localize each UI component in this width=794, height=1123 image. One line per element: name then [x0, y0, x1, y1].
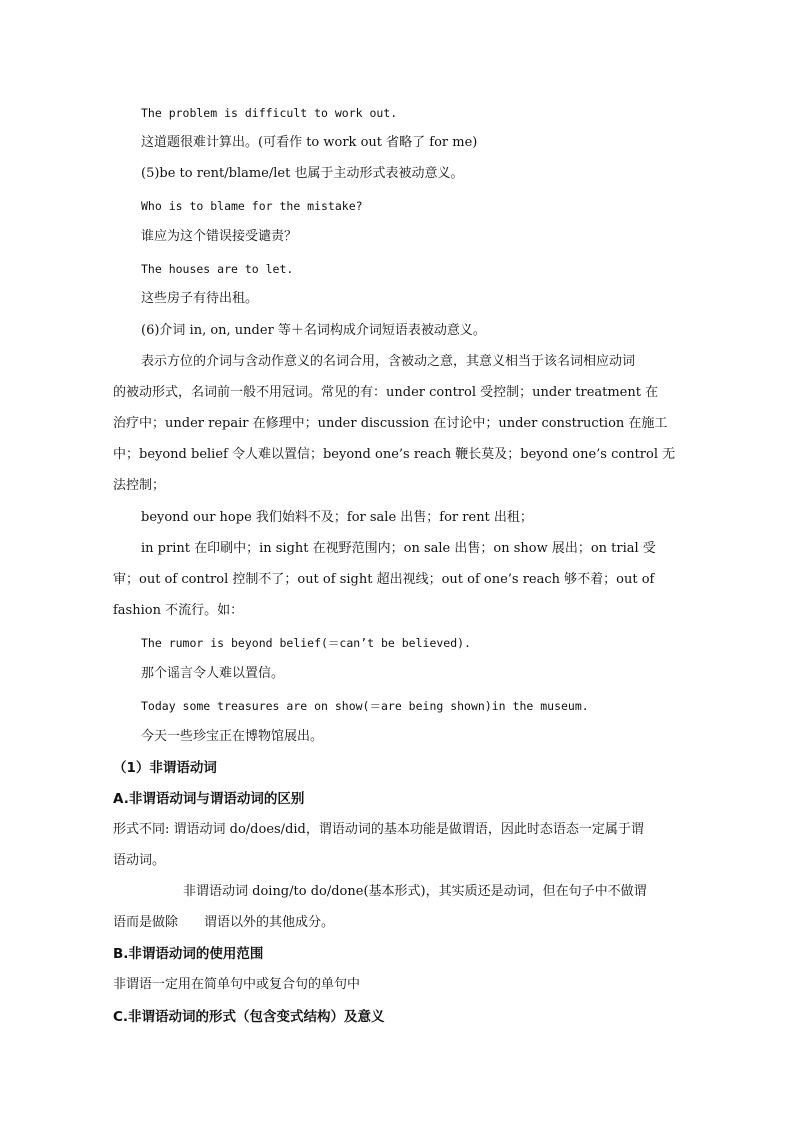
example-sentence: Today some treasures are on show(＝are being shown)in the museum. [141, 699, 589, 713]
paragraph-line: beyond our hope 我们始料不及；for sale 出售；for rent 出租； [141, 510, 533, 525]
subsection-heading: C.非谓语动词的形式（包含变式结构）及意义 [113, 1009, 385, 1025]
paragraph-line: 中；beyond belief 令人难以置信；beyond one’s reach 鞭长莫及；beyond one’s control 无 [113, 447, 676, 462]
paragraph-line: fashion 不流行。如： [113, 603, 244, 618]
example-sentence: The rumor is beyond belief(＝can’t be believed). [141, 636, 471, 650]
paragraph-line: 语动词。 [113, 853, 166, 868]
subsection-heading: B.非谓语动词的使用范围 [113, 946, 264, 962]
paragraph-line: 的被动形式，名词前一般不用冠词。常见的有：under control 受控制；under treatment 在 [113, 385, 659, 400]
paragraph-line: 审；out of control 控制不了；out of sight 超出视线；out of one’s reach 够不着；out of [113, 572, 655, 587]
example-sentence: Who is to blame for the mistake? [141, 199, 363, 213]
example-sentence: The problem is difficult to work out. [141, 106, 398, 120]
translation: 谁应为这个错误接受谴责？ [141, 229, 298, 244]
paragraph-line: 非谓语动词 doing/to do/done(基本形式)，其实质还是动词，但在句子中不做谓 [183, 884, 647, 899]
translation: 那个谣言令人难以置信。 [141, 666, 285, 681]
example-sentence: The houses are to let. [141, 262, 294, 276]
section-heading: （1）非谓语动词 [113, 760, 217, 776]
paragraph-line: 治疗中；under repair 在修理中；under discussion 在讨论中；under construction 在施工 [113, 416, 668, 431]
paragraph-line: 法控制； [113, 478, 166, 493]
paragraph-line: 形式不同: 谓语动词 do/does/did，谓语动词的基本功能是做谓语，因此时态语态一定属于谓 [113, 822, 644, 837]
translation: 这些房子有待出租。 [141, 291, 259, 306]
paragraph-line: 语而是做除 谓语以外的其他成分。 [113, 915, 335, 930]
translation: 这道题很难计算出。(可看作 to work out 省略了 for me) [141, 135, 478, 150]
paragraph-line: 非谓语一定用在简单句中或复合句的单句中 [113, 977, 361, 992]
rule-heading: (5)be to rent/blame/let 也属于主动形式表被动意义。 [141, 166, 464, 181]
rule-heading: (6)介词 in, on, under 等＋名词构成介词短语表被动意义。 [141, 323, 486, 338]
subsection-heading: A.非谓语动词与谓语动词的区别 [113, 791, 305, 807]
paragraph-line: in print 在印刷中；in sight 在视野范围内；on sale 出售；on show 展出；on trial 受 [141, 541, 656, 556]
paragraph-line: 表示方位的介词与含动作意义的名词合用，含被动之意，其意义相当于该名词相应动词 [141, 354, 636, 369]
translation: 今天一些珍宝正在博物馆展出。 [141, 729, 324, 744]
